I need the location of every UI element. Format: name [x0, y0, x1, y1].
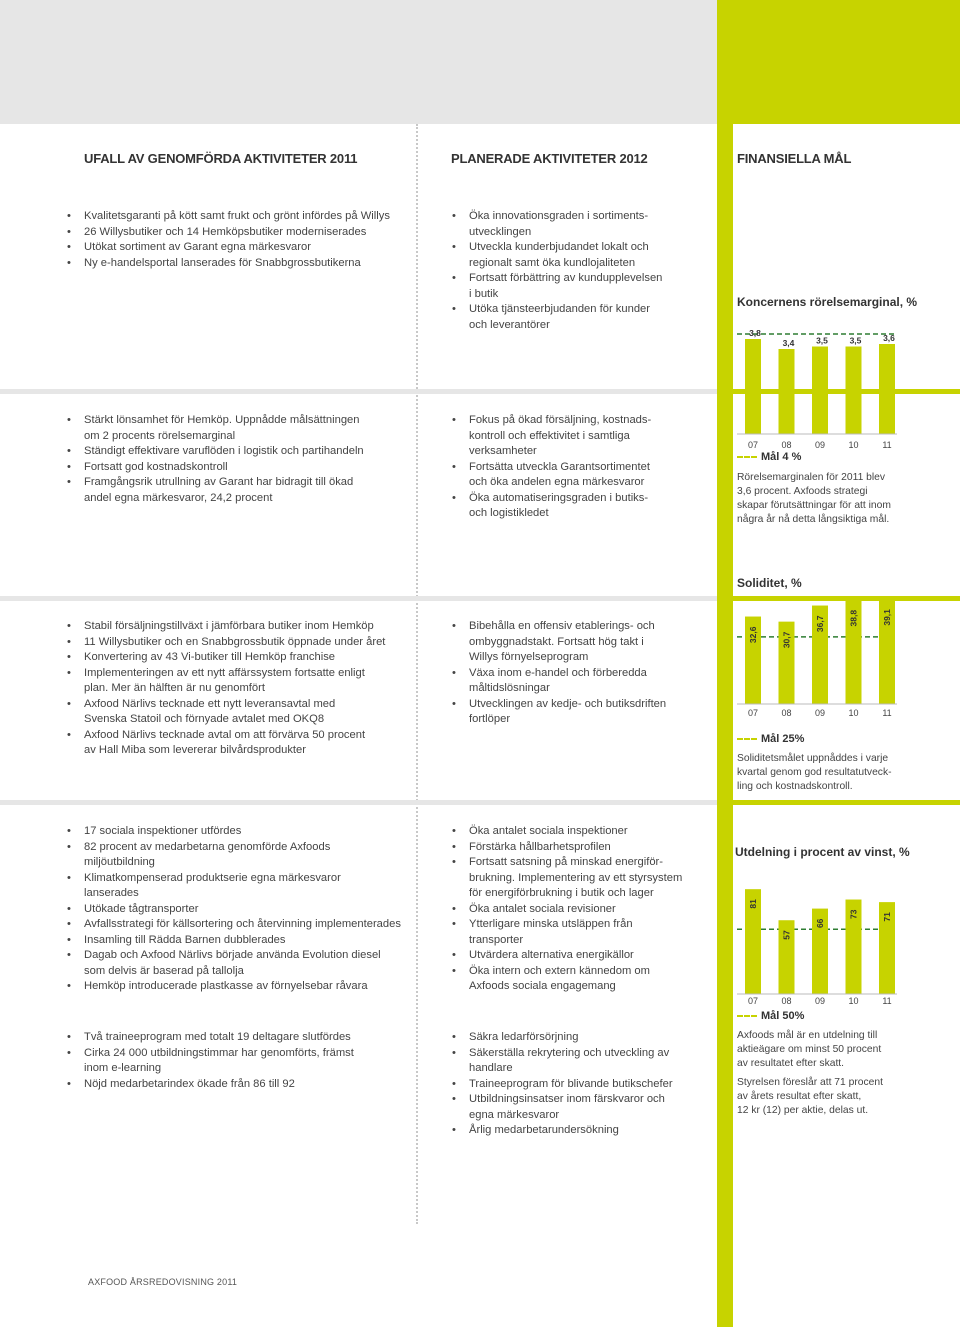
- list-item: • Fortsatt förbättring av kundupplevelsen i butik: [449, 271, 714, 302]
- outcome-list: [64, 1030, 414, 1092]
- list-item: • Utvecklingen av kedje- och butiksdriften fortlöper: [449, 697, 714, 728]
- dividend-note-proposal: Styrelsen föreslår att 71 procent av årets resultat efter skatt, 12 kr (12) per aktie, delas ut.: [737, 1077, 883, 1116]
- tick-label-10: 10: [848, 996, 859, 1006]
- chart-svg: [737, 590, 897, 720]
- tick-label-09: 09: [814, 996, 826, 1006]
- section-separator: [0, 596, 717, 601]
- bar-08: [779, 349, 795, 434]
- margin-chart-title: Koncernens rörelsemarginal, %: [737, 295, 918, 309]
- list-item: • 82 procent av medarbetarna genomförde Axfoods miljöutbildning: [64, 840, 414, 871]
- list-item: • Cirka 24 000 utbildningstimmar har genomförts, främst inom e-learning: [64, 1046, 414, 1077]
- list-item: • Ny e-handelsportal lanserades för Snabbgrossbutikerna: [64, 256, 414, 272]
- column-divider: [416, 124, 418, 1224]
- list-item: • Axfood Närlivs tecknade avtal om att förvärva 50 procent av Hall Miba som levererar bilvårdsprodukter: [64, 728, 414, 759]
- list-item: • Avfallsstrategi för källsortering och återvinning implementerades: [64, 917, 414, 933]
- footer-title: AXFOOD ÅRSREDOVISNING 2011: [88, 1277, 238, 1287]
- solidity-note: Soliditetsmålet uppnåddes i varje kvartal genom god resultatutveck- ling och kostnadskontroll.: [737, 753, 892, 792]
- list-item: • Öka automatiseringsgraden i butiks- och logistikledet: [449, 491, 714, 522]
- list-item: • Axfood Närlivs tecknade ett nytt leveransavtal med Svenska Statoil och förnyade avtalet med OKQ8: [64, 697, 414, 728]
- data-label-10: 3,5: [849, 335, 862, 346]
- data-label-09: 3,5: [816, 335, 828, 346]
- list-item: • Traineeprogram för blivande butikschefer: [449, 1077, 714, 1093]
- planned-heading: PLANERADE AKTIVITETER 2012: [451, 151, 648, 166]
- goal-dash-icon: [737, 456, 757, 458]
- list-item: • Förstärka hållbarhetsprofilen: [449, 840, 714, 856]
- list-item: • Insamling till Rädda Barnen dubblerades: [64, 933, 414, 949]
- data-label-07: 32,6: [748, 626, 758, 644]
- list-item: • Fortsatt god kostnadskontroll: [64, 460, 414, 476]
- dividend-goal: [737, 1010, 804, 1022]
- tick-label-11: 11: [882, 440, 892, 450]
- data-label-11: 39,1: [882, 609, 892, 626]
- dividend-chart: [737, 880, 897, 1008]
- tick-label-09: 09: [814, 708, 826, 718]
- data-label-09: 66: [815, 918, 825, 929]
- outcome-list: [64, 619, 414, 759]
- tick-label-07: 07: [747, 996, 759, 1006]
- list-item: • Bibehålla en offensiv etablerings- och ombyggnadstakt. Fortsatt hög takt i Willys förnyelseprogram: [449, 619, 714, 666]
- list-item: • Öka antalet sociala inspektioner: [449, 824, 714, 840]
- list-item: • Utveckla kunderbjudandet lokalt och regionalt samt öka kundlojaliteten: [449, 240, 714, 271]
- planned-list: [449, 619, 714, 728]
- list-item: • Utökat sortiment av Garant egna märkesvaror: [64, 240, 414, 256]
- list-item: • Öka antalet sociala revisioner: [449, 902, 714, 918]
- chart-svg: [737, 312, 897, 460]
- list-item: • Ytterligare minska utsläppen från transporter: [449, 917, 714, 948]
- data-label-08: 57: [781, 930, 792, 940]
- planned-list: [449, 413, 714, 522]
- list-item: • Konvertering av 43 Vi-butiker till Hemköp franchise: [64, 650, 414, 666]
- list-item: • Stärkt lönsamhet för Hemköp. Uppnådde målsättningen om 2 procents rörelsemarginal: [64, 413, 414, 444]
- list-item: • Fortsätta utveckla Garantsortimentet och öka andelen egna märkesvaror: [449, 460, 714, 491]
- outcome-heading: UFALL AV GENOMFÖRDA AKTIVITETER 2011: [84, 151, 358, 166]
- list-item: • Öka innovationsgraden i sortiments- utvecklingen: [449, 209, 714, 240]
- list-item: • Ständigt effektivare varuflöden i logistik och partihandeln: [64, 444, 414, 460]
- list-item: • 26 Willysbutiker och 14 Hemköpsbutiker moderniserades: [64, 225, 414, 241]
- list-item: • Klimatkompenserad produktserie egna märkesvaror lanserades: [64, 871, 414, 902]
- list-item: • Öka intern och extern kännedom om Axfoods sociala engagemang: [449, 964, 714, 995]
- list-item: • Framgångsrik utrullning av Garant har bidragit till ökad andel egna märkesvaror, 24,2 procent: [64, 475, 414, 506]
- tick-label-09: 09: [814, 440, 826, 450]
- section-separator-accent: [717, 800, 960, 805]
- data-label-07: 81: [748, 899, 758, 909]
- list-item: • Säkra ledarförsörjning: [449, 1030, 714, 1046]
- list-item: • Utvärdera alternativa energikällor: [449, 948, 714, 964]
- goal-dash-icon: [737, 1015, 757, 1017]
- dividend-chart-title: Utdelning i procent av vinst, %: [735, 845, 910, 859]
- data-label-10: 38,8: [848, 609, 859, 627]
- section-separator: [0, 800, 717, 805]
- planned-list: [449, 824, 714, 995]
- solidity-goal: [737, 733, 804, 745]
- tick-label-08: 08: [781, 708, 792, 718]
- tick-label-08: 08: [781, 996, 792, 1006]
- margin-note: Rörelsemarginalen för 2011 blev 3,6 procent. Axfoods strategi skapar förutsättningar för att inom några år nå detta långsiktiga mål.: [737, 472, 891, 525]
- tick-label-08: 08: [781, 440, 792, 450]
- bar-10: [846, 347, 862, 435]
- chart-svg: [737, 880, 897, 1008]
- list-item: • 17 sociala inspektioner utfördes: [64, 824, 414, 840]
- solidity-chart-title: Soliditet, %: [737, 576, 802, 590]
- tick-label-10: 10: [848, 708, 859, 718]
- bar-07: [745, 339, 761, 434]
- tick-label-11: 11: [882, 708, 892, 718]
- list-item: • Utbildningsinsatser inom färskvaror och egna märkesvaror: [449, 1092, 714, 1123]
- dividend-goal-label: Mål 50%: [761, 1010, 805, 1022]
- solidity-goal-label: Mål 25%: [761, 733, 805, 745]
- list-item: • Fokus på ökad försäljning, kostnads- kontroll och effektivitet i samtliga verksamheter: [449, 413, 714, 460]
- data-label-10: 73: [848, 909, 859, 919]
- goal-dash-icon: [737, 738, 757, 740]
- outcome-list: [64, 413, 414, 506]
- list-item: • Kvalitetsgaranti på kött samt frukt och grönt infördes på Willys: [64, 209, 414, 225]
- page-number: 11: [874, 1257, 922, 1309]
- solidity-chart: [737, 590, 897, 720]
- list-item: • Dagab och Axfood Närlivs började använda Evolution diesel som delvis är baserad på tallolja: [64, 948, 414, 979]
- data-label-09: 36,7: [815, 615, 825, 633]
- financial-heading: FINANSIELLA MÅL: [737, 151, 852, 166]
- list-item: • Nöjd medarbetarindex ökade från 86 till 92: [64, 1077, 414, 1093]
- data-label-08: 30,7: [781, 631, 792, 649]
- list-item: • 11 Willysbutiker och en Snabbgrossbutik öppnade under året: [64, 635, 414, 651]
- outcome-list: [64, 209, 414, 271]
- planned-list: [449, 209, 714, 333]
- list-item: • Två traineeprogram med totalt 19 deltagare slutfördes: [64, 1030, 414, 1046]
- data-label-07: 3,8: [749, 328, 761, 338]
- data-label-08: 3,4: [782, 338, 795, 348]
- list-item: • Fortsatt satsning på minskad energiför- brukning. Implementering av ett styrsystem för energiförbrukning i butik och lager: [449, 855, 714, 902]
- planned-list: [449, 1030, 714, 1139]
- dividend-note-goal: Axfoods mål är en utdelning till aktieägare om minst 50 procent av resultatet efter skatt.: [737, 1030, 882, 1069]
- list-item: • Stabil försäljningstillväxt i jämförbara butiker inom Hemköp: [64, 619, 414, 635]
- margin-chart: [737, 312, 897, 460]
- list-item: • Årlig medarbetarundersökning: [449, 1123, 714, 1139]
- list-item: • Utökade tågtransporter: [64, 902, 414, 918]
- list-item: • Växa inom e-handel och förberedda måltidslösningar: [449, 666, 714, 697]
- outcome-list: [64, 824, 414, 995]
- tick-label-11: 11: [882, 996, 892, 1006]
- tick-label-10: 10: [848, 440, 859, 450]
- list-item: • Hemköp introducerade plastkasse av förnyelsebar råvara: [64, 979, 414, 995]
- list-item: • Säkerställa rekrytering och utveckling av handlare: [449, 1046, 714, 1077]
- data-label-11: 71: [882, 912, 892, 922]
- bar-11: [879, 344, 895, 434]
- margin-goal-label: Mål 4 %: [761, 451, 802, 463]
- tick-label-07: 07: [747, 440, 759, 450]
- list-item: • Implementeringen av ett nytt affärssystem fortsatte enligt plan. Mer än hälften är nu genomfört: [64, 666, 414, 697]
- list-item: • Utöka tjänsteerbjudanden för kunder och leverantörer: [449, 302, 714, 333]
- data-label-11: 3,6: [883, 333, 895, 343]
- section-separator: [0, 389, 717, 394]
- margin-goal: [737, 451, 801, 463]
- tick-label-07: 07: [747, 708, 759, 718]
- bar-09: [812, 347, 828, 435]
